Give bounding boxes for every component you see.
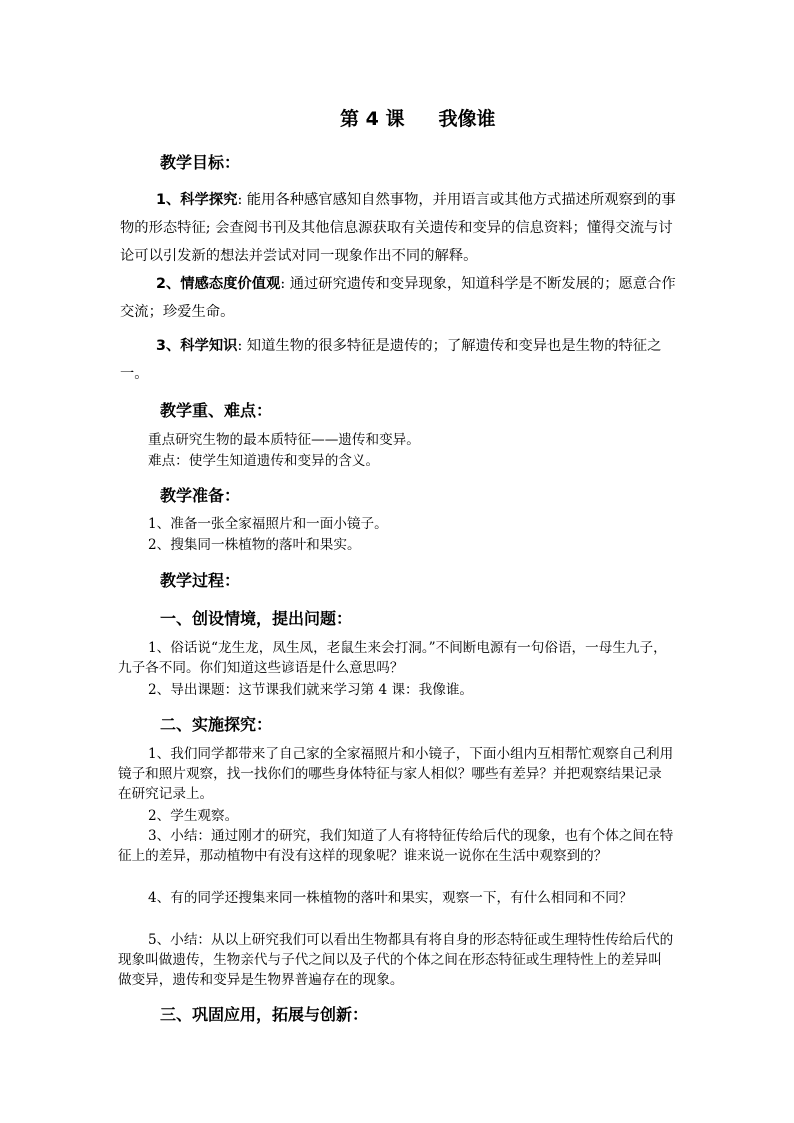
objective-item-3 <box>120 332 676 388</box>
objective-text: : 通过研究遗传和变异现象，知道科学是不断发展的；愿意合作交流；珍爱生命。 <box>120 276 676 320</box>
preparation-line: 2、搜集同一株植物的落叶和果实。 <box>148 537 361 553</box>
objectives-heading: 教学目标： <box>160 153 241 172</box>
lesson-title <box>340 104 495 131</box>
lesson-number: 第 4 课 <box>340 108 405 130</box>
key-point-line: 难点：使学生知道遗传和变异的含义。 <box>148 453 380 469</box>
process-heading: 教学过程： <box>160 571 241 590</box>
objective-text: : 知道生物的很多特征是遗传的；了解遗传和变异也是生物的特征之一。 <box>120 338 662 382</box>
section1-item-1: 1、俗话说“龙生龙，凤生凤，老鼠生来会打洞。”不间断电源有一句俗语，一母生九子，九子各不同。你们知道这些谚语是什么意思吗？ <box>118 640 667 676</box>
section2-item-2: 2、学生观察。 <box>148 808 239 824</box>
key-point-line: 重点研究生物的最本质特征——遗传和变异。 <box>148 432 420 448</box>
lesson-name: 我像谁 <box>438 108 496 130</box>
section2-item-1: 1、我们同学都带来了自己家的全家福照片和小镜子，下面小组内互相帮忙观察自己利用镜子和照片观察，找一找你们的哪些身体特征与家人相似？哪些有差异？并把观察结果记录在研究记录上。 <box>118 746 674 802</box>
objective-text: : 能用各种感官感知自然事物，并用语言或其他方式描述所观察到的事物的形态特征; 会查阅书刊及其他信息源获取有关遗传和变异的信息资料；懂得交流与讨论可以引发新的想法并尝试对同一现象作出不同的解释。 <box>120 192 676 264</box>
preparation-heading: 教学准备： <box>160 486 241 505</box>
section2-item-3: 3、小结：通过刚才的研究，我们知道了人有将特征传给后代的现象，也有个体之间在特征上的差异，那动植物中有没有这样的现象呢？谁来说一说你在生活中观察到的？ <box>118 828 674 864</box>
section2-item-4: 4、有的同学还搜集来同一株植物的落叶和果实，观察一下，有什么相同和不同？ <box>148 890 633 906</box>
objective-lead: 2、情感态度价值观 <box>156 276 281 292</box>
section2-heading: 二、实施探究： <box>160 715 273 734</box>
key-points-heading: 教学重、难点： <box>160 401 273 420</box>
section1-heading: 一、创设情境，提出问题： <box>160 609 353 628</box>
section1-item-2: 2、导出课题：这节课我们就来学习第 4 课：我像谁。 <box>148 682 474 698</box>
objective-lead: 1、科学探究 <box>156 192 238 208</box>
preparation-line: 1、准备一张全家福照片和一面小镜子。 <box>148 516 388 532</box>
section3-heading: 三、巩固应用，拓展与创新： <box>160 1005 369 1024</box>
section2-item-5: 5、小结：从以上研究我们可以看出生物都具有将自身的形态特征或生理特性传给后代的现象叫做遗传，生物亲代与子代之间以及子代的个体之间在形态特征或生理特性上的差异叫做变异，遗传和变异是生物界普遍存在的现象。 <box>118 932 674 988</box>
objective-item-2 <box>120 270 676 326</box>
objective-lead: 3、科学知识 <box>156 338 238 354</box>
objective-item-1 <box>120 186 676 270</box>
